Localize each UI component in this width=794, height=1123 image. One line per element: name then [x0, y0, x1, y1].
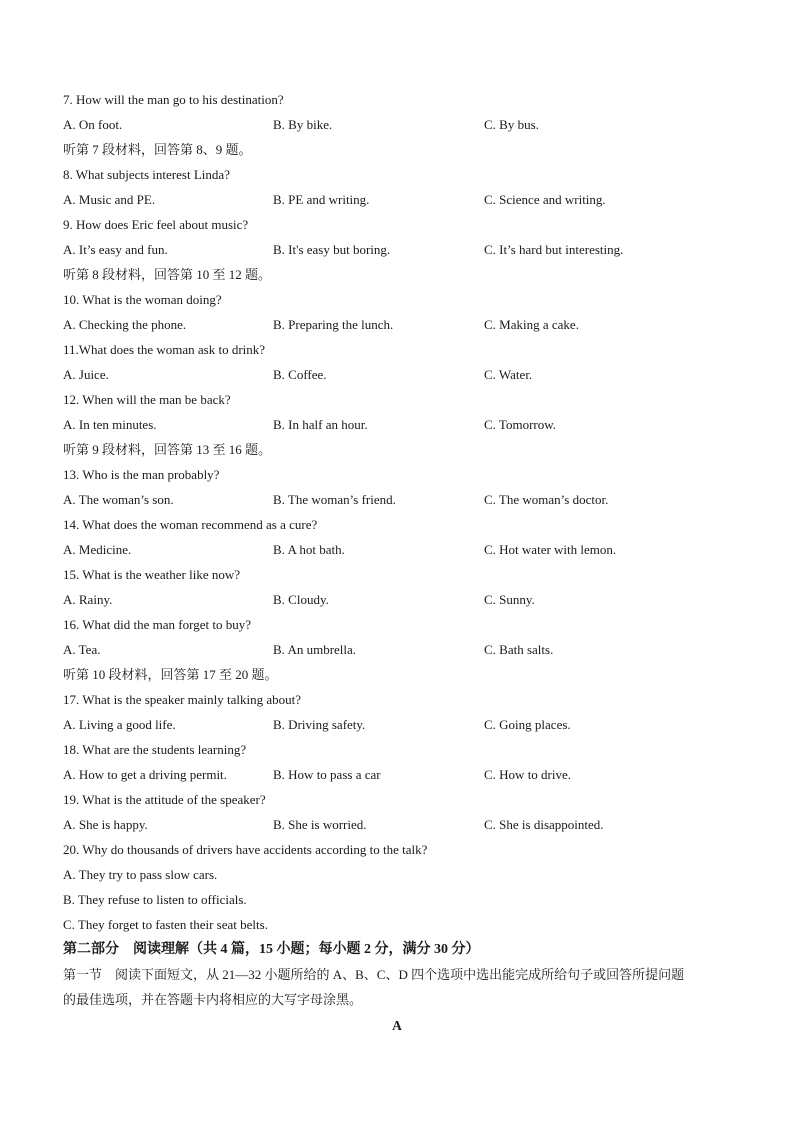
answer-options [63, 637, 743, 662]
option-b: B. PE and writing. [273, 192, 370, 207]
option-c: C. Sunny. [484, 592, 535, 607]
option-a: A. On foot. [63, 117, 123, 132]
option-c: C. Bath salts. [484, 642, 554, 657]
question-line: 8. What subjects interest Linda? [63, 167, 230, 182]
option-b: B. Cloudy. [273, 592, 329, 607]
answer-options [63, 487, 743, 512]
option-c: C. Hot water with lemon. [484, 542, 617, 557]
option-b: B. How to pass a car [273, 767, 381, 782]
question-line: 16. What did the man forget to buy? [63, 617, 251, 632]
answer-options [63, 762, 743, 787]
option-b: B. Coffee. [273, 367, 327, 382]
option-c: C. She is disappointed. [484, 817, 604, 832]
answer-options [63, 587, 743, 612]
passage-label: A [392, 1018, 402, 1033]
instructions-line-2: 的最佳选项，并在答题卡内将相应的大写字母涂黑。 [63, 992, 363, 1007]
option-c: C. How to drive. [484, 767, 572, 782]
answer-options [63, 362, 743, 387]
question-line: B. They refuse to listen to officials. [63, 892, 247, 907]
option-a: A. Living a good life. [63, 717, 176, 732]
section-title: 第二部分 阅读理解（共 4 篇，15 小题；每小题 2 分，满分 30 分） [63, 942, 480, 957]
option-c: C. Going places. [484, 717, 571, 732]
question-line: 11.What does the woman ask to drink? [63, 342, 266, 357]
option-c: C. Making a cake. [484, 317, 579, 332]
option-c: C. Science and writing. [484, 192, 606, 207]
question-line: 听第 9 段材料，回答第 13 至 16 题。 [63, 442, 272, 457]
answer-options [63, 412, 743, 437]
option-b: B. A hot bath. [273, 542, 345, 557]
option-c: C. The woman’s doctor. [484, 492, 609, 507]
option-b: B. Preparing the lunch. [273, 317, 394, 332]
option-b: B. An umbrella. [273, 642, 357, 657]
question-line: 9. How does Eric feel about music? [63, 217, 249, 232]
option-b: B. She is worried. [273, 817, 367, 832]
option-c: C. Tomorrow. [484, 417, 557, 432]
option-a: A. Checking the phone. [63, 317, 187, 332]
question-line: 19. What is the attitude of the speaker? [63, 792, 266, 807]
option-b: B. It's easy but boring. [273, 242, 391, 257]
option-c: C. Water. [484, 367, 533, 382]
option-b: B. The woman’s friend. [273, 492, 396, 507]
option-a: A. How to get a driving permit. [63, 767, 227, 782]
option-b: B. By bike. [273, 117, 333, 132]
option-a: A. She is happy. [63, 817, 148, 832]
question-line: 12. When will the man be back? [63, 392, 231, 407]
answer-options [63, 712, 743, 737]
answer-options [63, 537, 743, 562]
answer-options [63, 237, 743, 262]
question-line: 13. Who is the man probably? [63, 467, 220, 482]
option-a: A. Tea. [63, 642, 101, 657]
answer-options [63, 812, 743, 837]
question-line: 7. How will the man go to his destination? [63, 92, 284, 107]
option-b: B. In half an hour. [273, 417, 368, 432]
question-line: 15. What is the weather like now? [63, 567, 241, 582]
question-line: 20. Why do thousands of drivers have accidents according to the talk? [63, 842, 428, 857]
option-c: C. By bus. [484, 117, 539, 132]
question-line: 17. What is the speaker mainly talking about? [63, 692, 302, 707]
option-a: A. Rainy. [63, 592, 113, 607]
question-line: A. They try to pass slow cars. [63, 867, 218, 882]
option-c: C. It’s hard but interesting. [484, 242, 624, 257]
answer-options [63, 187, 743, 212]
option-a: A. Music and PE. [63, 192, 156, 207]
option-a: A. Medicine. [63, 542, 132, 557]
option-b: B. Driving safety. [273, 717, 366, 732]
instructions-line-1: 第一节 阅读下面短文，从 21—32 小题所给的 A、B、C、D 四个选项中选出能完成所给句子或回答所提问题 [63, 967, 685, 982]
option-a: A. It’s easy and fun. [63, 242, 168, 257]
question-line: 14. What does the woman recommend as a cure? [63, 517, 318, 532]
option-a: A. Juice. [63, 367, 109, 382]
question-line: 听第 10 段材料，回答第 17 至 20 题。 [63, 667, 278, 682]
answer-options [63, 112, 743, 137]
option-a: A. In ten minutes. [63, 417, 157, 432]
question-line: 10. What is the woman doing? [63, 292, 222, 307]
answer-options [63, 312, 743, 337]
question-line: C. They forget to fasten their seat belts. [63, 917, 268, 932]
question-line: 听第 8 段材料，回答第 10 至 12 题。 [63, 267, 272, 282]
question-line: 18. What are the students learning? [63, 742, 247, 757]
question-line: 听第 7 段材料，回答第 8、9 题。 [63, 142, 252, 157]
option-a: A. The woman’s son. [63, 492, 174, 507]
